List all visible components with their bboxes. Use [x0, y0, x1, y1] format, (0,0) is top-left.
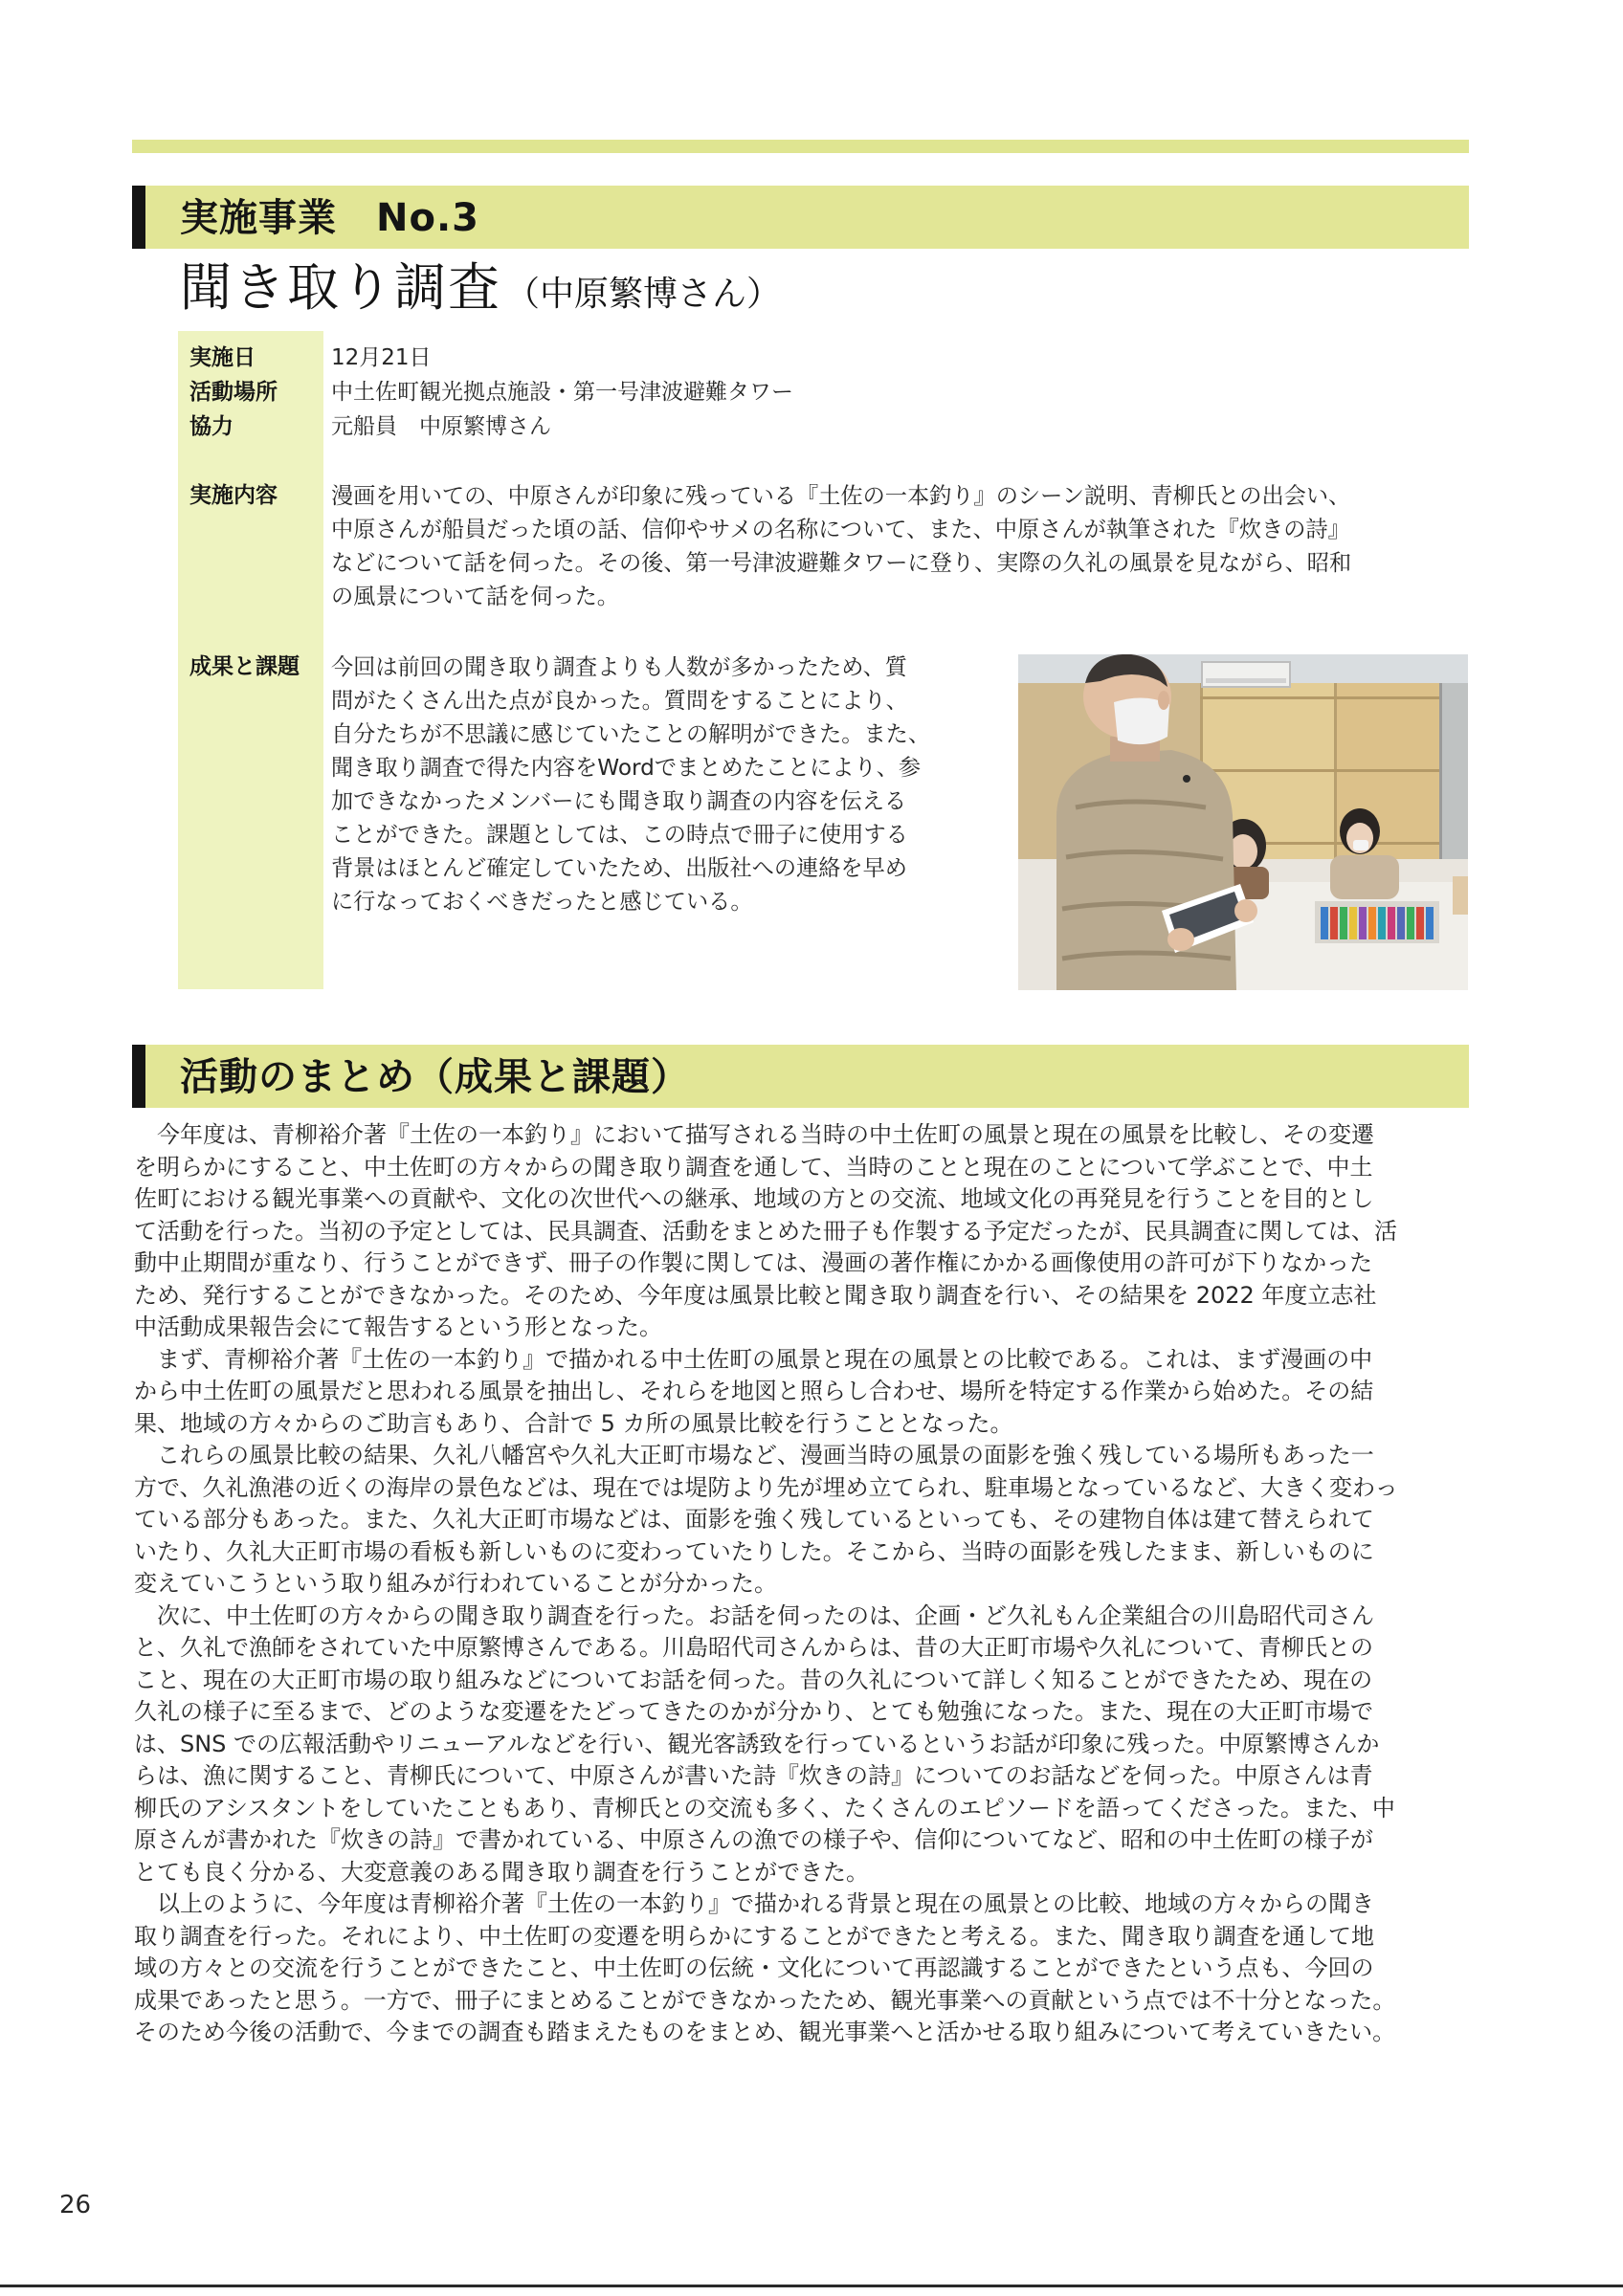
summary-line: 久礼の様子に至るまで、どのような変遷をたどってきたのかが分かり、とても勉強になった。また、現在の大正町市場で — [134, 1698, 1374, 1725]
page-title — [180, 254, 781, 328]
summary-line: 域の方々との交流を行うことができたこと、中土佐町の伝統・文化について再認識することができたという点も、今回の — [134, 1954, 1374, 1981]
summary-line: 果、地域の方々からのご助言もあり、合計で 5 カ所の風景比較を行うこととなった。 — [134, 1409, 1013, 1437]
result-line: に行なっておくべきだったと感じている。 — [331, 889, 753, 915]
result-line: 自分たちが不思議に感じていたことの解明ができた。また、 — [331, 721, 931, 747]
summary-line: 柳氏のアシスタントをしていたこともあり、青柳氏との交流も多く、たくさんのエピソードを語ってくださった。また、中 — [134, 1794, 1395, 1821]
summary-line: 変えていこうという取り組みが行われていることが分かった。 — [134, 1570, 777, 1597]
summary-line: 成果であったと思う。一方で、冊子にまとめることができなかったため、観光事業への貢献という点では不十分となった。 — [134, 1986, 1396, 2014]
info-value-cooperation: 元船員 中原繁博さん — [331, 414, 551, 439]
result-line: 聞き取り調査で得た内容をWordでまとめたことにより、参 — [331, 755, 922, 781]
summary-line: 今年度は、青柳裕介著『土佐の一本釣り』において描写される当時の中土佐町の風景と現在の風景を比較し、その変遷 — [134, 1121, 1374, 1148]
result-line: 加できなかったメンバーにも聞き取り調査の内容を伝える — [331, 788, 907, 814]
page-number: 26 — [59, 2191, 92, 2219]
content-line: 中原さんが船員だった頃の話、信仰やサメの名称について、また、中原さんが執筆された『炊きの詩』 — [331, 517, 1350, 542]
info-label-date: 実施日 — [189, 345, 256, 370]
section-marker — [132, 1045, 145, 1108]
summary-line: と、久礼で漁師をされていた中原繁博さんである。川島昭代司さんからは、昔の大正町市場や久礼について、青柳氏との — [134, 1634, 1374, 1661]
section-marker — [132, 186, 145, 249]
summary-line: まず、青柳裕介著『土佐の一本釣り』で描かれる中土佐町の風景と現在の風景との比較である。これは、まず漫画の中 — [134, 1345, 1373, 1373]
content-text — [331, 479, 1351, 613]
summary-line: そのため今後の活動で、今までの調査も踏まえたものをまとめ、観光事業へと活かせる取り組みについて考えていきたい。 — [134, 2019, 1396, 2045]
title-subtitle: （中原繁博さん） — [505, 275, 782, 314]
summary-line: 動中止期間が重なり、行うことができず、冊子の作製に関しては、漫画の著作権にかかる画像使用の許可が下りなかった — [134, 1249, 1373, 1276]
result-line: 背景はほとんど確定していたため、出版社への連絡を早め — [331, 855, 907, 881]
summary-line: こと、現在の大正町市場の取り組みなどについてお話を伺った。昔の久礼について詳しく知ることができたため、現在の — [134, 1666, 1373, 1693]
summary-line: ため、発行することができなかった。そのため、今年度は風景比較と聞き取り調査を行い、その結果を 2022 年度立志社 — [134, 1281, 1377, 1309]
summary-line: ている部分もあった。また、久礼大正町市場などは、面影を強く残しているといっても、その建物自体は建て替えられて — [134, 1506, 1374, 1533]
title-main: 聞き取り調査 — [180, 257, 501, 318]
result-line: 問がたくさん出た点が良かった。質問をすることにより、 — [331, 688, 908, 714]
summary-line: 取り調査を行った。それにより、中土佐町の変遷を明らかにすることができたと考える。また、聞き取り調査を通して地 — [134, 1922, 1374, 1950]
info-label-place: 活動場所 — [189, 380, 278, 405]
content-line: などについて話を伺った。その後、第一号津波避難タワーに登り、実際の久礼の風景を見ながら、昭和 — [331, 550, 1352, 576]
summary-line: 以上のように、今年度は青柳裕介著『土佐の一本釣り』で描かれる背景と現在の風景との比較、地域の方々からの聞き — [134, 1890, 1374, 1917]
summary-line: 佐町における観光事業への貢献や、文化の次世代への継承、地域の方との交流、地域文化の再発見を行うことを目的とし — [134, 1185, 1374, 1212]
interview-photo-illustration — [1018, 654, 1468, 990]
summary-line: は、SNS での広報活動やリニューアルなどを行い、観光客誘致を行っているというお話が印象に残った。中原繁博さんか — [134, 1730, 1380, 1757]
info-value-place: 中土佐町観光拠点施設・第一号津波避難タワー — [331, 380, 793, 405]
summary-line: から中土佐町の風景だと思われる風景を抽出し、それらを地図と照らし合わせ、場所を特定する作業から始めた。その結 — [134, 1378, 1374, 1404]
info-label-cooperation: 協力 — [189, 414, 233, 439]
summary-line: これらの風景比較の結果、久礼八幡宮や久礼大正町市場など、漫画当時の風景の面影を強く残している場所もあった一 — [134, 1442, 1374, 1468]
summary-line: 中活動成果報告会にて報告するという形となった。 — [134, 1314, 662, 1340]
bottom-rule — [0, 2285, 1623, 2287]
content-line: の風景について話を伺った。 — [331, 584, 619, 609]
summary-text — [134, 1119, 1474, 2049]
info-value-date: 12月21日 — [331, 345, 432, 370]
content-line: 漫画を用いての、中原さんが印象に残っている『土佐の一本釣り』のシーン説明、青柳氏との出会い、 — [331, 483, 1351, 509]
interview-photo — [1018, 654, 1468, 990]
summary-line: て活動を行った。当初の予定としては、民具調査、活動をまとめた冊子も作製する予定だったが、民具調査に関しては、活 — [134, 1217, 1397, 1245]
summary-line: 次に、中土佐町の方々からの聞き取り調査を行った。お話を伺ったのは、企画・ど久礼もん企業組合の川島昭代司さん — [134, 1601, 1374, 1629]
section-heading: 活動のまとめ（成果と課題） — [180, 1055, 690, 1099]
top-accent-bar — [132, 140, 1469, 153]
summary-line: 方で、久礼漁港の近くの海岸の景色などは、現在では堤防より先が埋め立てられ、駐車場となっているなど、大きく変わっ — [134, 1473, 1398, 1501]
result-label: 成果と課題 — [189, 654, 300, 679]
section-heading: 実施事業 No.3 — [180, 196, 479, 240]
content-label: 実施内容 — [189, 483, 278, 508]
summary-line: らは、漁に関すること、青柳氏について、中原さんが書いた詩『炊きの詩』についてのお話などを伺った。中原さんは青 — [134, 1762, 1373, 1789]
summary-line: 原さんが書かれた『炊きの詩』で書かれている、中原さんの漁での様子や、信仰についてなど、昭和の中土佐町の様子が — [134, 1826, 1374, 1853]
section-header-summary — [132, 1045, 1469, 1108]
summary-line: とても良く分かる、大変意義のある聞き取り調査を行うことができた。 — [134, 1858, 869, 1886]
result-text — [331, 651, 930, 918]
section-header-project — [132, 186, 1469, 249]
result-line: ことができた。課題としては、この時点で冊子に使用する — [331, 822, 908, 848]
result-line: 今回は前回の聞き取り調査よりも人数が多かったため、質 — [331, 654, 907, 680]
summary-line: を明らかにすること、中土佐町の方々からの聞き取り調査を通して、当時のことと現在のことについて学ぶことで、中土 — [134, 1153, 1373, 1181]
summary-line: いたり、久礼大正町市場の看板も新しいものに変わっていたりした。そこから、当時の面影を残したまま、新しいものに — [134, 1537, 1374, 1565]
